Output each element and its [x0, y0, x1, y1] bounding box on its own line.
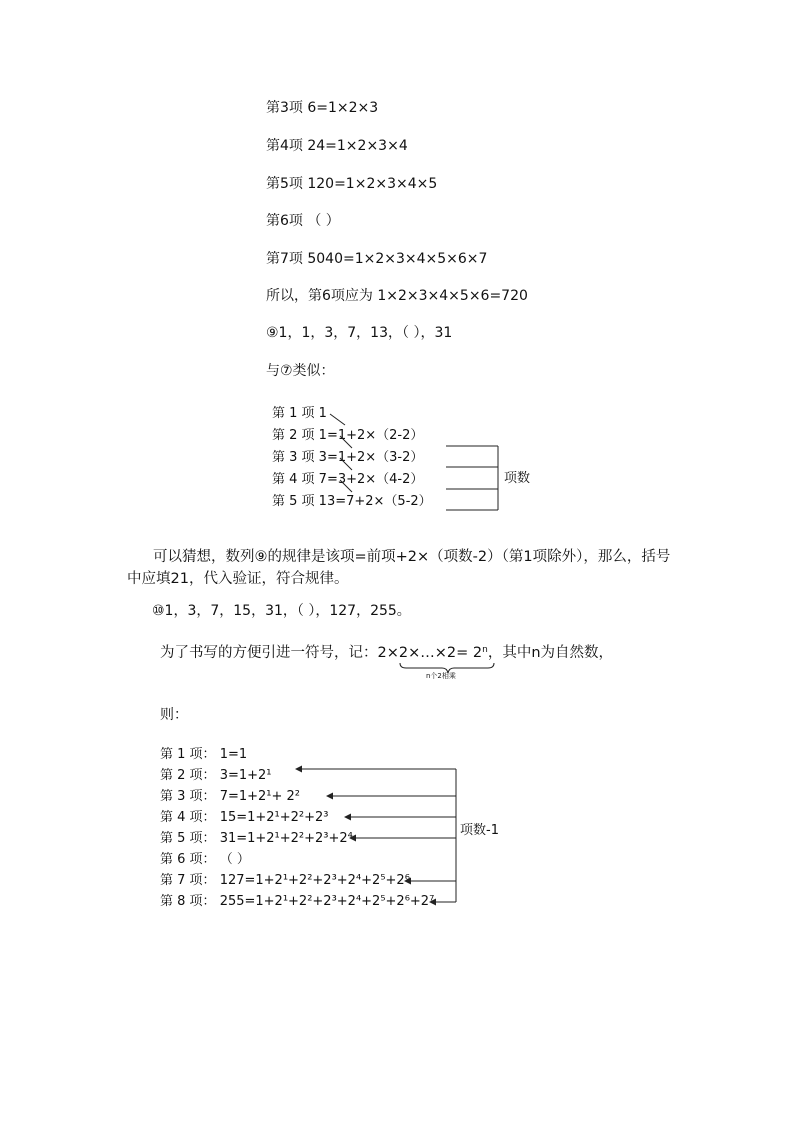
seq8-line-3: 第5项 120=1×2×3×4×5	[266, 176, 438, 192]
seq8-conclusion: 所以，第6项应为 1×2×3×4×5×6=720	[266, 288, 528, 304]
seq9-conclusion: 可以猜想，数列⑨的规律是该项=前项+2×（项数-2）（第1项除外），那么，括号中应填21，代入验证，符合规律。	[127, 549, 671, 587]
seq8-line-4: 第6项 （ ）	[266, 213, 340, 229]
row-expr: 3=1+2¹	[219, 768, 272, 783]
seq10-heading: ⑩1，3，7，15，31，（ ），127，255。	[152, 603, 411, 619]
seq10-then: 则：	[160, 707, 188, 723]
row-expr: 7=1+2¹+ 2²	[219, 789, 301, 804]
seq8-line-5: 第7项 5040=1×2×3×4×5×6×7	[266, 251, 488, 267]
seq9-note: 与⑦类似：	[266, 363, 335, 379]
row-label: 第 6 项：	[160, 852, 216, 867]
seq9-heading: ⑨1，1，3，7，13，（ ），31	[266, 325, 453, 341]
seq9-row-1: 第 1 项 1	[272, 406, 327, 421]
row-expr: 15=1+2¹+2²+2³	[219, 810, 329, 825]
seq9-row-4: 第 4 项 7=3+2×（4-2）	[272, 472, 424, 487]
seq9-row-2: 第 2 项 1=1+2×（2-2）	[272, 428, 424, 443]
seq8-line-1: 第3项 6=1×2×3	[266, 100, 379, 116]
row-label: 第 2 项：	[160, 768, 216, 783]
row-label: 第 5 项：	[160, 831, 216, 846]
seq9-row-5: 第 5 项 13=7+2×（5-2）	[272, 494, 432, 509]
row-label: 第 4 项：	[160, 810, 216, 825]
symbol-exp: n	[482, 645, 488, 655]
row-expr: 127=1+2¹+2²+2³+2⁴+2⁵+2⁶	[219, 873, 410, 888]
row-label: 第 3 项：	[160, 789, 216, 804]
seq9-bracket-label: 项数	[504, 471, 531, 486]
symbol-result: = 2	[456, 645, 483, 661]
row-expr: 255=1+2¹+2²+2³+2⁴+2⁵+2⁶+2⁷	[219, 894, 435, 909]
seq10-bracket-label: 项数-1	[460, 823, 499, 838]
symbol-intro-text: 为了书写的方便引进一符号，记：	[160, 645, 378, 661]
seq9-row-3: 第 3 项 3=1+2×（3-2）	[272, 450, 424, 465]
seq8-line-2: 第4项 24=1×2×3×4	[266, 138, 408, 154]
row-expr: （ ）	[219, 852, 250, 867]
underbrace-note: n个2相乘	[426, 672, 456, 680]
symbol-expr: 2×2×…×2	[377, 645, 457, 661]
row-label: 第 8 项：	[160, 894, 216, 909]
row-expr: 1=1	[219, 747, 248, 762]
row-label: 第 7 项：	[160, 873, 216, 888]
row-label: 第 1 项：	[160, 747, 216, 762]
symbol-after: ，其中n为自然数，	[487, 645, 614, 661]
row-expr: 31=1+2¹+2²+2³+2⁴	[219, 831, 353, 846]
